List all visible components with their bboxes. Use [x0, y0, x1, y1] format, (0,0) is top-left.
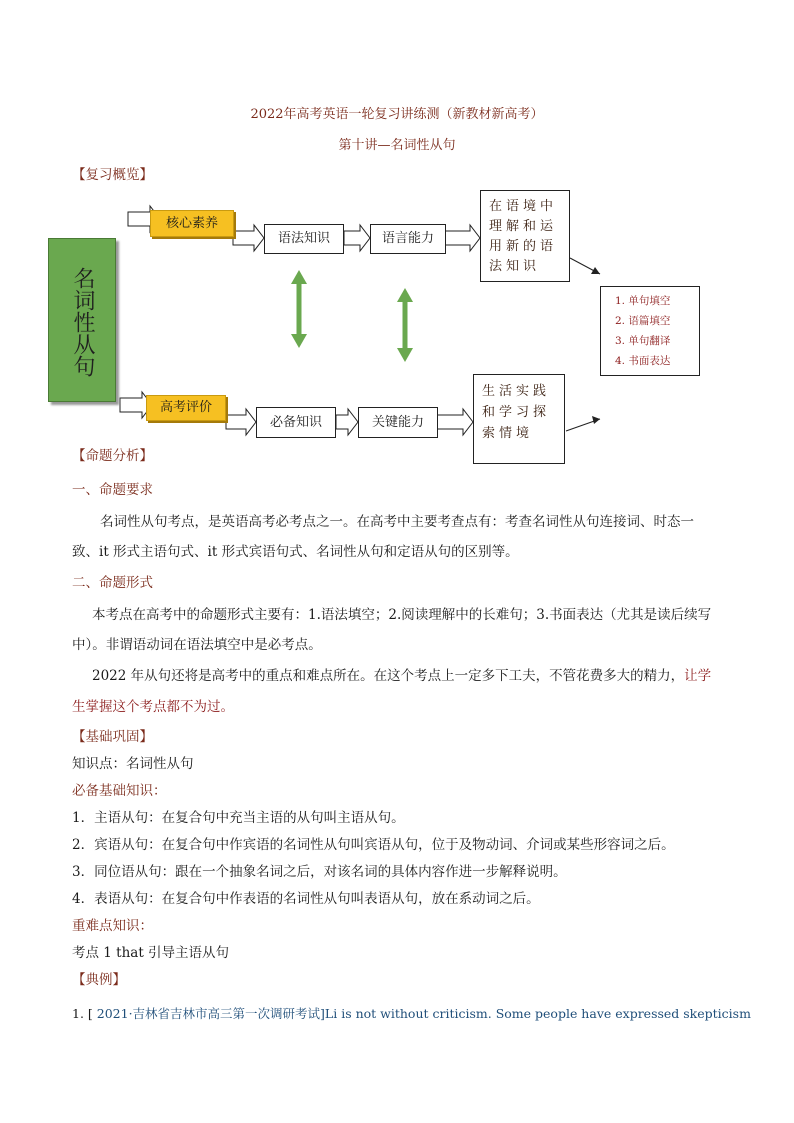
- essential-knowledge-box: 必备知识: [256, 407, 336, 438]
- section-examples: 【典例】: [72, 972, 126, 988]
- core-competence-box: 核心素养: [150, 210, 234, 237]
- basics-item: 3．同位语从句：跟在一个抽象名词之后，对该名词的具体内容作进一步解释说明。: [72, 864, 567, 880]
- grammar-knowledge-box: 语法知识: [264, 224, 344, 254]
- exam-evaluation-box: 高考评价: [146, 395, 226, 421]
- hollow-arrow-language-context: [445, 225, 480, 251]
- task-list: [600, 286, 700, 376]
- hollow-arrow-exam-essential: [226, 409, 256, 435]
- paragraph-line-2: 生掌握这个考点都不为过。: [72, 699, 234, 715]
- example-1: [72, 1004, 751, 1022]
- context-text: 在语境中理解和运用新的语法知识: [489, 199, 558, 274]
- task-item: 2. 语篇填空: [615, 315, 671, 327]
- green-double-arrow-right: [397, 288, 413, 362]
- green-double-arrow-left: [291, 270, 307, 348]
- hollow-arrow-key-life: [437, 409, 473, 435]
- requirement-heading: 一、命题要求: [72, 482, 153, 498]
- paragraph-text: 2022 年从句还将是高考中的重点和难点所在。在这个考点上一定多下工夫，不管花费多大的精力，: [92, 668, 685, 684]
- topic-vertical-box: [48, 238, 116, 402]
- essential-heading: 必备基础知识：: [72, 783, 167, 799]
- topic-vertical-text: 名词性从句: [70, 267, 95, 377]
- paragraph-text-highlight: 让学: [684, 668, 712, 684]
- section-analysis: 【命题分析】: [72, 448, 153, 464]
- example-sentence: Li is not without criticism. Some people have expressed skepticism: [324, 1006, 751, 1021]
- key-ability-box: 关键能力: [358, 407, 438, 438]
- section-basics: 【基础巩固】: [72, 729, 153, 745]
- paragraph-line-1: [92, 664, 711, 684]
- example-source: 2021·吉林省吉林市高三第一次调研考试]: [92, 1006, 325, 1021]
- requirement-line-2: 致、it 形式主语句式、it 形式宾语句式、名词性从句和定语从句的区别等。: [72, 544, 519, 560]
- basics-item: 4．表语从句：在复合句中作表语的名词性从句叫表语从句，放在系动词之后。: [72, 891, 540, 907]
- requirement-line-1: 名词性从句考点，是英语高考必考点之一。在高考中主要考查点有：考查名词性从句连接词、时态一: [100, 514, 694, 530]
- lesson-subtitle: 第十讲—名词性从句: [338, 138, 456, 153]
- knowledge-point: 知识点：名词性从句: [72, 756, 194, 772]
- document-title: 2022年高考英语一轮复习讲练测（新教材新高考）: [250, 107, 544, 122]
- task-item: 4. 书面表达: [615, 355, 671, 367]
- life-context-box: [473, 374, 565, 464]
- form-line-1: 本考点在高考中的命题形式主要有：1.语法填空；2.阅读理解中的长难句；3.书面表达（尤其是读后续写: [92, 607, 712, 623]
- hollow-arrow-essential-key: [336, 409, 358, 435]
- basics-item: 1．主语从句：在复合句中充当主语的从句叫主语从句。: [72, 810, 405, 826]
- section-review-overview: 【复习概览】: [72, 167, 153, 183]
- hollow-arrow-core-grammar: [233, 225, 264, 251]
- task-item: 3. 单句翻译: [615, 335, 671, 347]
- task-item: 1. 单句填空: [615, 295, 671, 307]
- form-heading: 二、命题形式: [72, 575, 153, 591]
- hollow-arrow-grammar-language: [344, 225, 370, 251]
- form-line-2: 中）。非谓语动词在语法填空中是必考点。: [72, 637, 322, 653]
- exam-point-1: 考点 1 that 引导主语从句: [72, 945, 230, 961]
- life-context-text: 生活实践和学习探索情境: [482, 384, 551, 441]
- context-box: [480, 190, 570, 282]
- language-ability-box: 语言能力: [370, 224, 446, 254]
- difficult-heading: 重难点知识：: [72, 918, 153, 934]
- example-number: 1. [: [72, 1006, 93, 1021]
- basics-item: 2．宾语从句：在复合句中作宾语的名词性从句叫宾语从句，位于及物动词、介词或某些形容词之后。: [72, 837, 675, 853]
